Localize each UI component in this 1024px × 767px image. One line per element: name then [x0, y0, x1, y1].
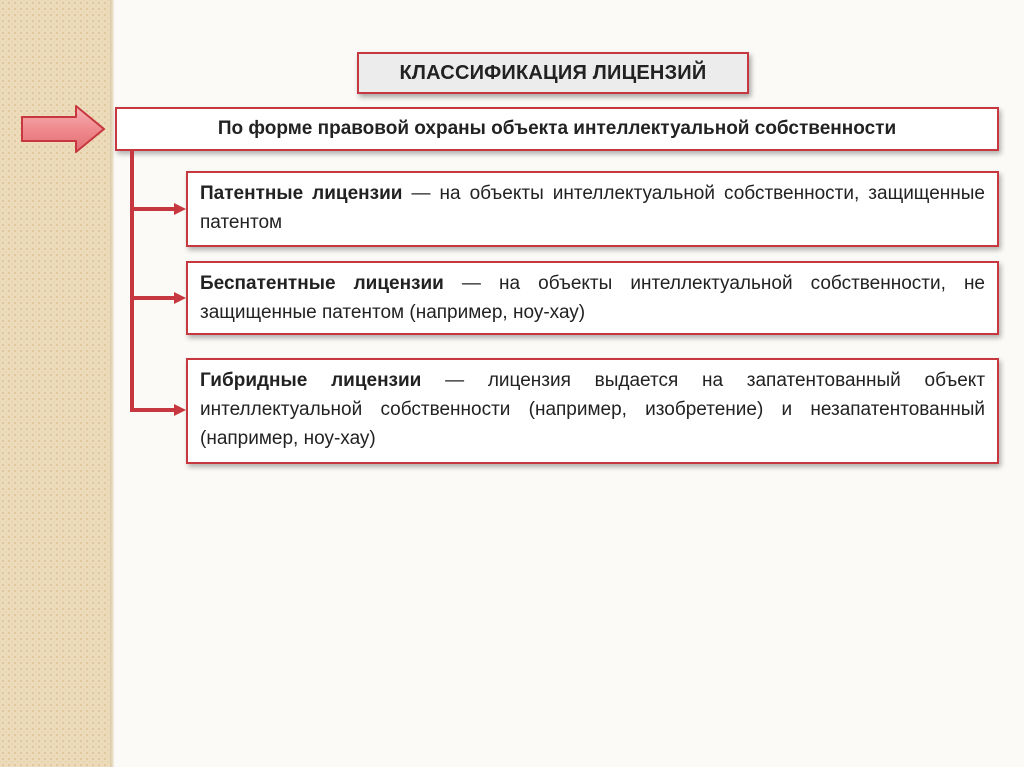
- license-definition: на объекты интеллектуальной собственности, защищенные патентом: [200, 183, 986, 233]
- term-dash: —: [443, 273, 499, 294]
- license-term: Патентные лицензии: [200, 183, 403, 204]
- term-dash: —: [402, 183, 440, 204]
- classification-criterion-text: По форме правовой охраны объекта интеллектуальной собственности: [217, 118, 897, 139]
- arrowhead-icon: [174, 203, 186, 215]
- license-definition: лицензия выдается на запатентованный объект интеллектуальной собственности (например, изобретение) и незапатентованный (например, ноу-хау): [200, 370, 986, 449]
- term-dash: —: [421, 370, 488, 391]
- slide-title-text: КЛАССИФИКАЦИЯ ЛИЦЕНЗИЙ: [399, 61, 707, 84]
- license-term: Беспатентные лицензии: [200, 273, 444, 294]
- license-type-hybrid: [186, 358, 999, 464]
- license-term: Гибридные лицензии: [200, 370, 422, 391]
- license-type-patent: [186, 171, 999, 247]
- license-definition: на объекты интеллектуальной собственности, не защищенные патентом (например, ноу-хау): [200, 273, 985, 323]
- arrowhead-icon: [174, 404, 186, 416]
- license-type-non-patent: [186, 261, 999, 335]
- arrowhead-icon: [174, 292, 186, 304]
